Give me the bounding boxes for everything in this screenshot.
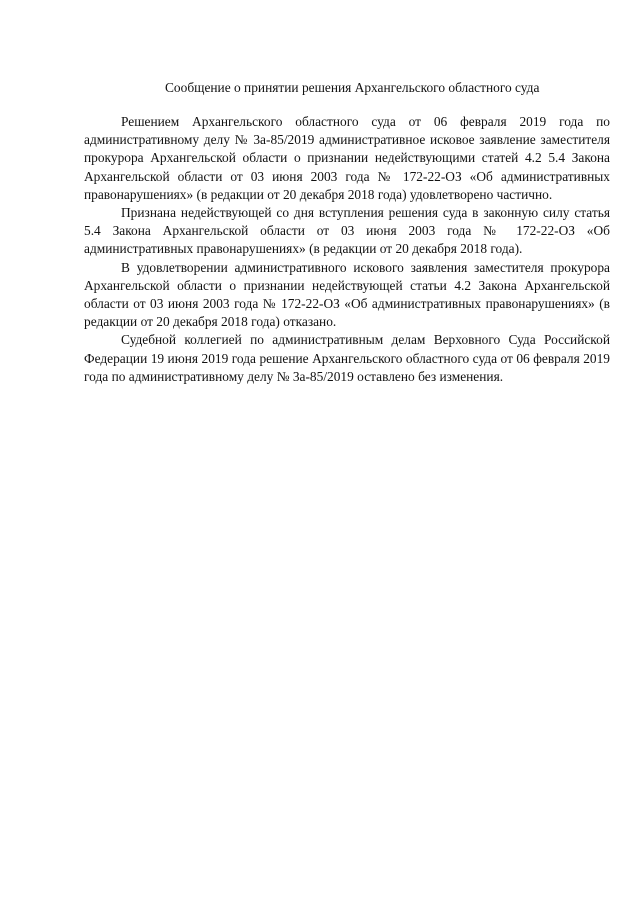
paragraph-supreme-court: Судебной коллегией по административным делам Верховного Суда Российской Федерации 19 июня 2019 года решение Архангельского областного суда от 06 февраля 2019 года по административному делу № 3а-85/2019 оставлено без изменения. bbox=[84, 332, 610, 384]
document-body bbox=[84, 113, 610, 386]
document-title: Сообщение о принятии решения Архангельского областного суда bbox=[165, 80, 540, 95]
paragraph-invalidated-article: Признана недействующей со дня вступления решения суда в законную силу статья 5.4 Закона Архангельской области от 03 июня 2003 года № 172-22-ОЗ «Об административных правонарушениях» (в редакции от 20 декабря 2018 года). bbox=[84, 205, 610, 257]
paragraph-decision: Решением Архангельского областного суда от 06 февраля 2019 года по административному делу № 3а-85/2019 административное исковое заявление заместителя прокурора Архангельской области о признании недействующими статей 4.2 5.4 Закона Архангельской области от 03 июня 2003 года № 172-22-ОЗ «Об административных правонарушениях» (в редакции от 20 декабря 2018 года) удовлетворено частично. bbox=[84, 114, 610, 202]
paragraph-refusal: В удовлетворении административного искового заявления заместителя прокурора Архангельской области о признании недействующей статьи 4.2 Закона Архангельской области от 03 июня 2003 года № 172-22-ОЗ «Об административных правонарушениях» (в редакции от 20 декабря 2018 года) отказано. bbox=[84, 259, 610, 330]
